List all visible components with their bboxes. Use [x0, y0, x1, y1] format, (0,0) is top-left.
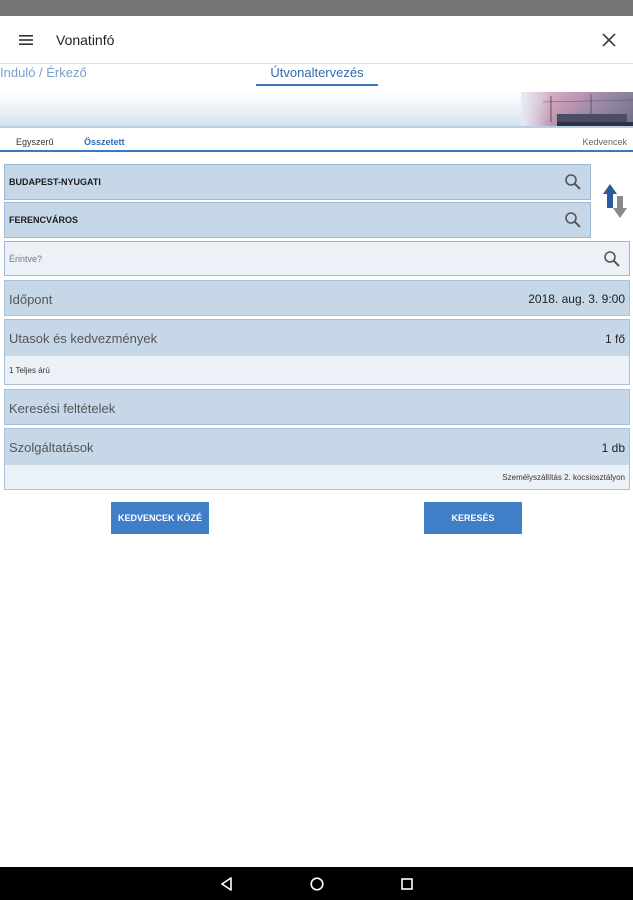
search-icon[interactable]: [564, 211, 582, 229]
idopont-row[interactable]: [4, 280, 630, 316]
search-icon[interactable]: [603, 250, 621, 268]
search-icon[interactable]: [564, 173, 582, 191]
subtab-osszetett[interactable]: Összetett: [84, 137, 125, 147]
via-placeholder: Érintve?: [9, 254, 43, 264]
idopont-value: 2018. aug. 3. 9:00: [528, 292, 625, 306]
via-station-field[interactable]: [4, 241, 630, 276]
szolgaltatasok-detail: Személyszállítás 2. kocsiosztályon: [502, 473, 625, 482]
to-station-value: FERENCVÁROS: [9, 215, 79, 225]
subtab-egyszeru[interactable]: Egyszerű: [16, 137, 54, 147]
keresesi-feltetelek-label: Keresési feltételek: [9, 401, 116, 416]
app-bar: [0, 16, 633, 64]
utasok-header: [5, 320, 629, 356]
utasok-detail: 1 Teljes árú: [9, 366, 50, 375]
szolgaltatasok-header: [5, 429, 629, 465]
tab-utvonaltervezes[interactable]: Útvonaltervezés: [256, 64, 378, 86]
szolgaltatasok-value: 1 db: [601, 441, 625, 455]
keresesi-feltetelek-row[interactable]: [4, 389, 630, 425]
banner-train-photo: [521, 92, 633, 128]
search-button[interactable]: KERESÉS: [424, 502, 522, 534]
add-favorite-button[interactable]: KEDVENCEK KÖZÉ: [111, 502, 209, 534]
home-icon[interactable]: [308, 875, 326, 893]
szolgaltatasok-label: Szolgáltatások: [9, 440, 94, 455]
from-station-field[interactable]: [4, 164, 591, 200]
utasok-label: Utasok és kedvezmények: [9, 331, 158, 346]
swap-direction-icon[interactable]: [602, 184, 630, 220]
header-banner: [0, 92, 633, 128]
hamburger-menu-icon[interactable]: [14, 30, 38, 50]
utasok-row[interactable]: [4, 319, 630, 385]
tab-indulo-erkezo[interactable]: Induló / Érkező: [0, 65, 87, 80]
subtab-kedvencek[interactable]: Kedvencek: [582, 137, 627, 147]
status-bar: [0, 0, 633, 16]
back-icon[interactable]: [218, 875, 236, 893]
idopont-label: Időpont: [9, 292, 53, 307]
app-title: Vonatinfó: [56, 32, 115, 48]
recent-apps-icon[interactable]: [398, 875, 416, 893]
to-station-field[interactable]: [4, 202, 591, 238]
from-station-value: BUDAPEST-NYUGATI: [9, 177, 101, 187]
system-nav-bar: [0, 867, 633, 900]
utasok-value: 1 fő: [604, 332, 625, 346]
subtab-bar: [0, 130, 633, 152]
szolgaltatasok-row[interactable]: [4, 428, 630, 490]
close-icon[interactable]: [597, 28, 621, 52]
